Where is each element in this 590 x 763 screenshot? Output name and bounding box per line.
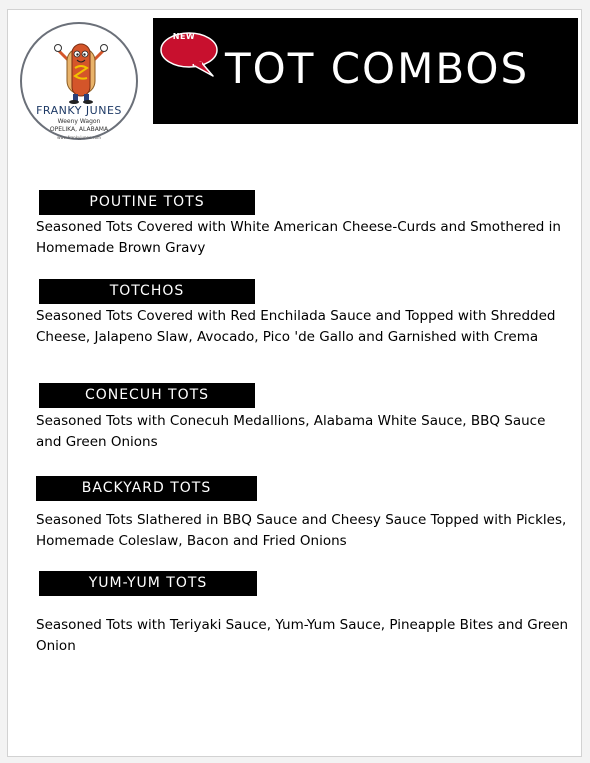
item-heading-backyard-tots: BACKYARD TOTS [36, 476, 257, 501]
logo-subtitle: Weeny Wagon [57, 118, 101, 125]
title-banner [153, 18, 578, 124]
item-heading-yum-yum-tots: YUM-YUM TOTS [39, 571, 257, 596]
item-heading-conecuh-tots: CONECUH TOTS [39, 383, 255, 408]
menu-page [7, 9, 582, 757]
logo-city: OPELIKA, ALABAMA [49, 126, 109, 133]
logo-url: www.frankyjunes.com [57, 135, 101, 140]
item-heading-totchos: TOTCHOS [39, 279, 255, 304]
hot-dog-mascot-icon [54, 38, 108, 104]
item-description-totchos: Seasoned Tots Covered with Red Enchilada Sauce and Topped with Shredded Cheese, Jalapeno Slaw, Avocado, Pico 'de Gallo and Garnished with Crema [36, 308, 556, 345]
item-description-conecuh-tots: Seasoned Tots with Conecuh Medallions, Alabama White Sauce, BBQ Sauce and Green Onions [36, 413, 546, 450]
item-description-yum-yum-tots: Seasoned Tots with Teriyaki Sauce, Yum-Yum Sauce, Pineapple Bites and Green Onion [36, 617, 569, 654]
franky-junes-logo [20, 22, 138, 140]
new-badge-label: NEW [172, 32, 196, 41]
item-description-backyard-tots: Seasoned Tots Slathered in BBQ Sauce and Cheesy Sauce Topped with Pickles, Homemade Coleslaw, Bacon and Fried Onions [36, 512, 567, 549]
item-heading-poutine-tots: POUTINE TOTS [39, 190, 255, 215]
logo-brand-name: FRANKY JUNES [36, 104, 122, 117]
item-description-poutine-tots: Seasoned Tots Covered with White American Cheese-Curds and Smothered in Homemade Brown Gravy [36, 219, 561, 256]
page-title: TOT COMBOS [225, 44, 530, 93]
